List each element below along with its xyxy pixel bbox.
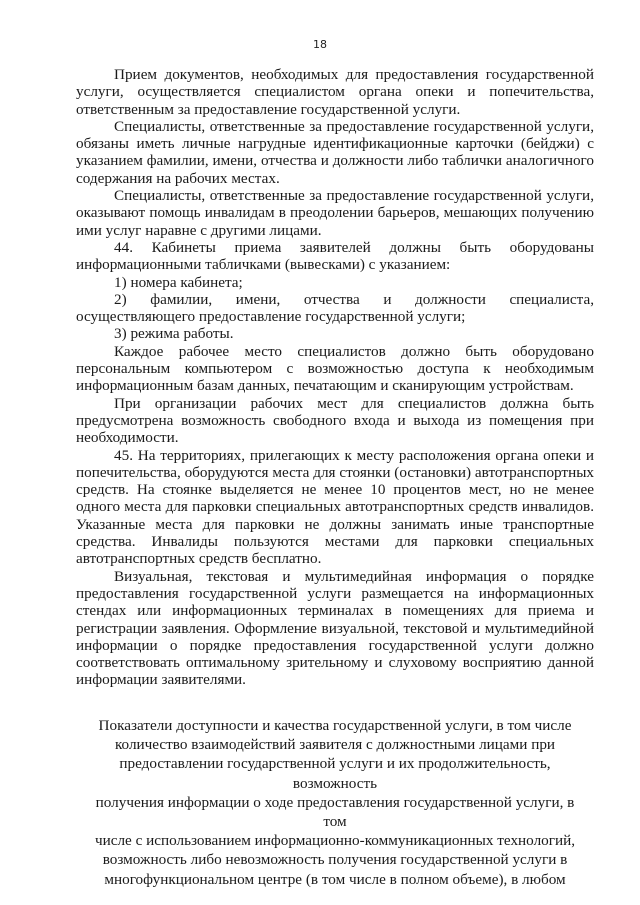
- paragraph-assistance: Специалисты, ответственные за предоставление государственной услуги, оказывают помощь инвалидам в преодолении барьеров, мешающих получению ими услуг наравне с другими лицами.: [76, 187, 594, 239]
- list-item-room-number: 1) номера кабинета;: [114, 273, 243, 291]
- list-item-specialist-name: 2) фамилии, имени, отчества и должности специалиста, осуществляющего предоставление государственной услуги;: [76, 290, 594, 326]
- paragraph-information-display: Визуальная, текстовая и мультимедийная информация о порядке предоставления государственной услуги размещается на информационных стендах или информационных терминалах в помещениях для приема и регистрации заявления. Оформление визуальной, текстовой и мультимедийной информации о порядке предоставления государственной услуги должно соответствовать оптимальному зрительному и слуховому восприятию данной информации заявителями.: [76, 567, 594, 689]
- paragraph-document-reception: Прием документов, необходимых для предоставления государственной услуги, осуществляется специалистом органа опеки и попечительства, ответственным за предоставление государственной услуги.: [76, 66, 594, 118]
- page-number: 18: [313, 38, 327, 51]
- heading-line: числе с использованием информационно-коммуникационных технологий,: [94, 832, 576, 850]
- section-heading: [84, 716, 586, 889]
- paragraph-free-access: При организации рабочих мест для специалистов должна быть предусмотрена возможность свободного входа и выхода из помещения при необходимости.: [76, 394, 594, 447]
- heading-line: многофункциональном центре (в том числе в полном объеме), в любом: [104, 870, 566, 888]
- heading-line: Показатели доступности и качества государственной услуги, в том числе: [98, 717, 572, 734]
- paragraph-44-signage: 44. Кабинеты приема заявителей должны быть оборудованы информационными табличками (вывесками) с указанием:: [76, 238, 594, 274]
- heading-line: предоставлении государственной услуги и их продолжительность, возможность: [119, 755, 551, 792]
- heading-line: количество взаимодействий заявителя с должностными лицами при: [114, 736, 556, 754]
- heading-line: получения информации о ходе предоставления государственной услуги, в том: [95, 793, 575, 831]
- paragraph-45-parking: 45. На территориях, прилегающих к месту расположения органа опеки и попечительства, оборудуются места для стоянки (остановки) автотранспортных средств. На стоянке выделяется не менее 10 процентов мест, но не менее одного места для парковки специальных автотранспортных средств инвалидов. Указанные места для парковки не должны занимать иные транспортные средства. Инвалиды пользуются местами для парковки специальных автотранспортных средств бесплатно.: [76, 446, 594, 568]
- paragraph-badges: Специалисты, ответственные за предоставление государственной услуги, обязаны иметь личные нагрудные идентификационные карточки (бейджи) с указанием фамилии, имени, отчества и должности либо таблички аналогичного содержания на рабочих местах.: [76, 117, 594, 187]
- body-text: [76, 66, 594, 689]
- paragraph-workplace-equipment: Каждое рабочее место специалистов должно быть оборудовано персональным компьютером с возможностью доступа к необходимым информационным базам данных, печатающим и сканирующим устройствам.: [76, 342, 594, 395]
- list-item-work-schedule: 3) режима работы.: [114, 325, 234, 343]
- heading-line: возможность либо невозможность получения государственной услуги в: [102, 851, 568, 869]
